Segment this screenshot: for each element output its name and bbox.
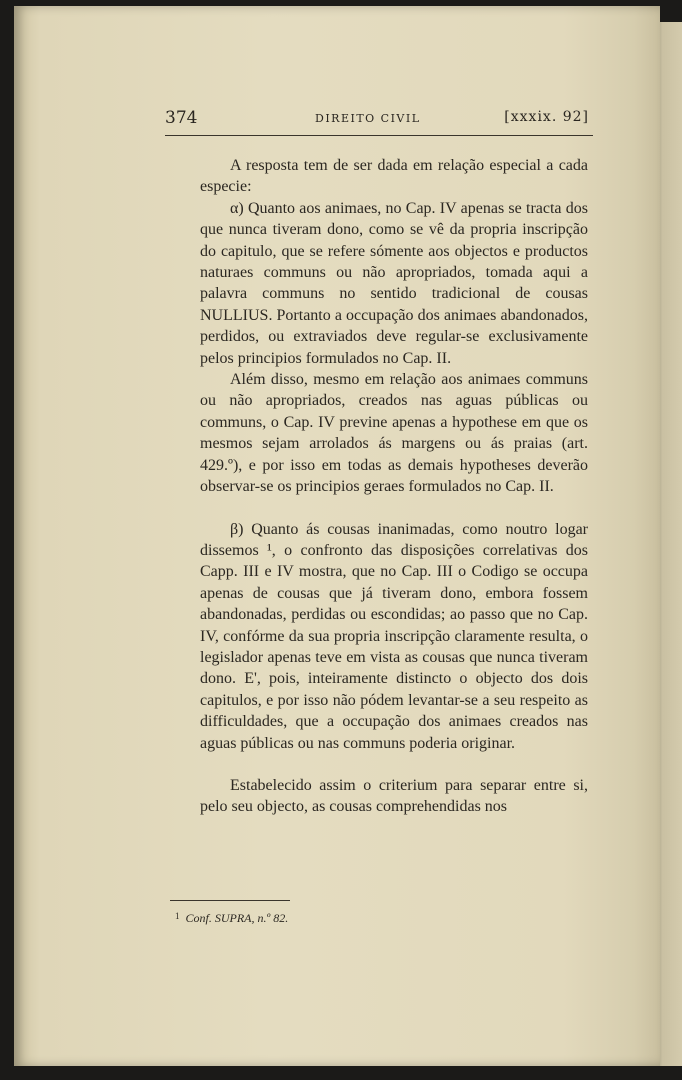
paragraph: β) Quanto ás cousas inanimadas, como noutro logar dissemos ¹, o confronto das disposições correlativas dos Capp. III e IV mostra, que no Cap. III o Codigo se occupa apenas de cousas que já tiveram dono, embora fossem abandonadas, perdidas ou escondidas; ao passo que no Cap. IV, confórme da sua propria inscripção claramente resulta, o legislador apenas teve em vista as cousas que nunca tiveram dono. E', pois, inteiramente distincto o objecto dos dois capitulos, e por isso não pódem levantar-se a seu respeito as difficuldades, que a occupação dos animaes creados nas aguas públicas ou nas communs poderia originar.: [200, 520, 588, 752]
footnote-rule: [170, 900, 290, 901]
page-number: 374: [165, 108, 198, 128]
footnote-text: Conf. SUPRA, n.º 82.: [185, 911, 289, 925]
footnote-mark: 1: [175, 911, 180, 921]
running-title: DIREITO CIVIL: [315, 112, 421, 125]
body-text: [200, 155, 588, 818]
footnote: [175, 911, 288, 926]
header-rule: [165, 135, 593, 136]
section-reference: [xxxix. 92]: [504, 109, 589, 125]
page-header: [165, 108, 595, 132]
paragraph: Além disso, mesmo em relação aos animaes communs ou não apropriados, creados nas aguas públicas ou communs, o Cap. IV previne apenas a hypothese em que os mesmos sejam arrolados ás margens ou ás praias (art. 429.º), e por isso em todas as demais hypotheses deverão observar-se os principios geraes formulados no Cap. II.: [200, 371, 588, 496]
paragraph: α) Quanto aos animaes, no Cap. IV apenas se tracta dos que nunca tiveram dono, como se vê da propria inscripção do capitulo, que se refere sómente aos objectos e productos naturaes communs ou não apropriados, tomada aqui a palavra communs no sentido tradicional de cousas NULLIUS. Portanto a occupação dos animaes abandonados, perdidos, ou extraviados deve regular-se exclusivamente pelos principios formulados no Cap. II.: [200, 199, 588, 367]
paragraph: Estabelecido assim o criterium para separar entre si, pelo seu objecto, as cousas comprehendidas nos: [200, 776, 588, 816]
paragraph: A resposta tem de ser dada em relação especial a cada especie:: [200, 157, 588, 196]
